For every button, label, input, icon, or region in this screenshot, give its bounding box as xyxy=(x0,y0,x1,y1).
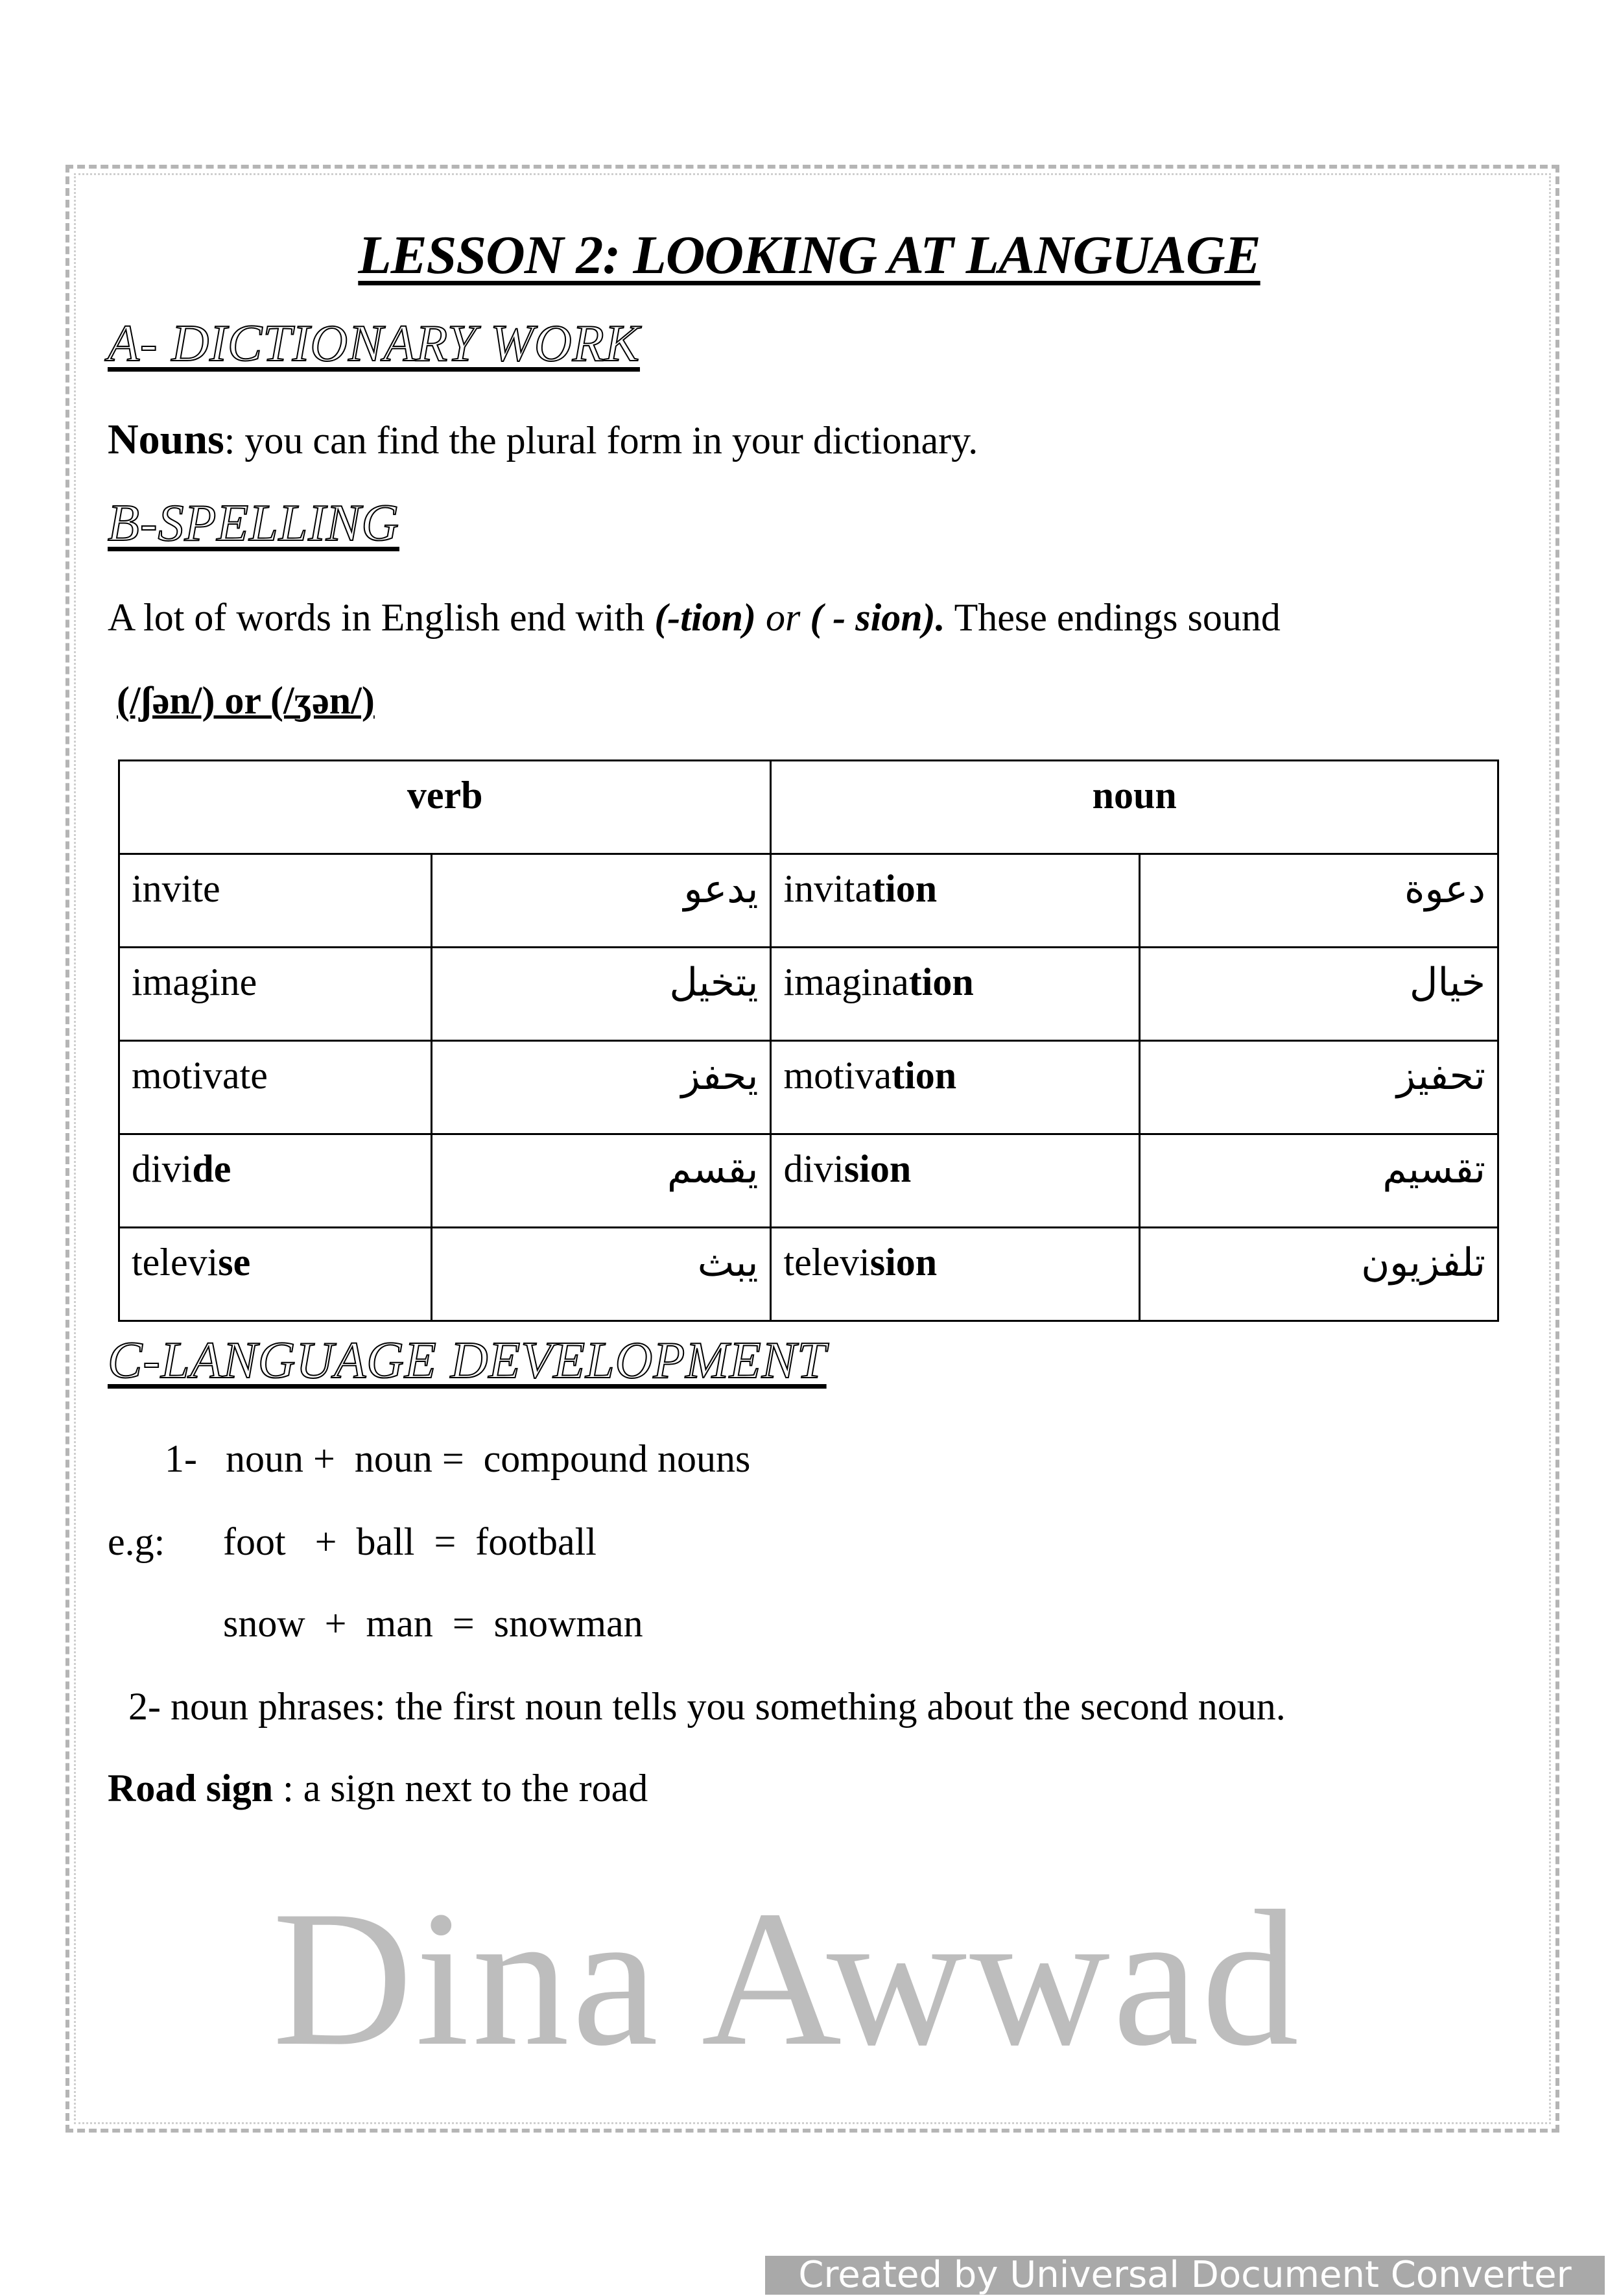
lesson-title: LESSON 2: LOOKING AT LANGUAGE xyxy=(358,225,1260,285)
section-b-heading: B-SPELLING xyxy=(108,495,399,552)
item2-text: 2- noun phrases: the first noun tells you something about the second noun. xyxy=(128,1685,1286,1728)
verb-arabic-cell: يدعو xyxy=(432,854,771,948)
noun-cell xyxy=(771,1041,1139,1134)
noun-cell xyxy=(771,1228,1139,1321)
verb-stem: divi xyxy=(132,1147,193,1190)
section-c-heading: C-LANGUAGE DEVELOPMENT xyxy=(108,1332,827,1389)
road-sign-label: Road sign xyxy=(108,1767,274,1810)
noun-ending: tion xyxy=(872,867,938,910)
road-sign-line xyxy=(108,1766,648,1811)
item1-text: noun + noun = compound nouns xyxy=(226,1437,751,1480)
noun-ending: tion xyxy=(892,1054,957,1097)
nouns-label: Nouns xyxy=(108,416,224,463)
table-row xyxy=(119,854,1498,948)
verb-cell xyxy=(119,1228,432,1321)
verb-stem: invite xyxy=(132,867,220,910)
noun-stem: invita xyxy=(783,867,873,910)
example-snowman: snow + man = snowman xyxy=(223,1602,643,1645)
noun-stem: divi xyxy=(783,1147,844,1190)
nouns-text: : you can find the plural form in your dictionary. xyxy=(224,419,978,462)
table-row xyxy=(119,1228,1498,1321)
phonetic-line: (/ʃən/) or (/ʒən/) xyxy=(117,679,375,722)
verb-cell xyxy=(119,1134,432,1228)
verb-arabic-cell: يبث xyxy=(432,1228,771,1321)
section-a-heading: A- DICTIONARY WORK xyxy=(108,315,640,372)
intro-start: A lot of words in English end with xyxy=(108,596,655,639)
noun-cell xyxy=(771,1134,1139,1228)
header-verb: verb xyxy=(119,761,771,854)
noun-arabic-cell: خيال xyxy=(1139,948,1498,1041)
header-noun: noun xyxy=(771,761,1498,854)
verb-cell xyxy=(119,1041,432,1134)
verb-arabic-cell: يقسم xyxy=(432,1134,771,1228)
verb-arabic-cell: يتخيل xyxy=(432,948,771,1041)
verb-stem: imagine xyxy=(132,961,257,1003)
noun-ending: sion xyxy=(844,1147,912,1190)
nouns-line xyxy=(108,415,978,464)
verb-stem: televi xyxy=(132,1241,219,1284)
noun-arabic-cell: تلفزيون xyxy=(1139,1228,1498,1321)
noun-arabic-cell: دعوة xyxy=(1139,854,1498,948)
example-football: foot + ball = football xyxy=(223,1520,597,1563)
eg-label: e.g: xyxy=(108,1520,165,1563)
table-row xyxy=(119,948,1498,1041)
table-header-row xyxy=(119,761,1498,854)
verb-cell xyxy=(119,948,432,1041)
tion-ending: (-tion) xyxy=(654,596,756,639)
noun-stem: motiva xyxy=(783,1054,892,1097)
table-row xyxy=(119,1041,1498,1134)
noun-stem: televi xyxy=(783,1241,870,1284)
verb-arabic-cell: يحفز xyxy=(432,1041,771,1134)
watermark: Dina Awwad xyxy=(272,1871,1302,2086)
noun-arabic-cell: تحفيز xyxy=(1139,1041,1498,1134)
verb-cell xyxy=(119,854,432,948)
verb-ending: de xyxy=(192,1147,231,1190)
verb-noun-table xyxy=(118,759,1499,1322)
converter-footer: Created by Universal Document Converter xyxy=(765,2256,1605,2295)
noun-arabic-cell: تقسيم xyxy=(1139,1134,1498,1228)
verb-stem: motivate xyxy=(132,1054,268,1097)
noun-stem: imagina xyxy=(783,961,909,1003)
intro-end: These endings sound xyxy=(945,596,1281,639)
item1-number: 1- xyxy=(165,1437,197,1480)
noun-cell xyxy=(771,854,1139,948)
road-sign-text: : a sign next to the road xyxy=(273,1767,648,1810)
noun-ending: sion xyxy=(869,1241,938,1284)
verb-ending: se xyxy=(218,1241,251,1284)
sion-ending: ( - sion). xyxy=(810,596,945,639)
noun-ending: tion xyxy=(908,961,974,1003)
noun-cell xyxy=(771,948,1139,1041)
or-text: or xyxy=(755,596,810,639)
spelling-intro xyxy=(108,595,1281,640)
table-row xyxy=(119,1134,1498,1228)
